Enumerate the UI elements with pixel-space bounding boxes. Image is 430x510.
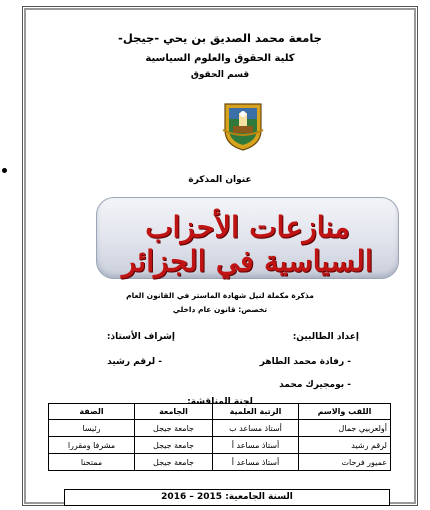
member-rank: أستاذ مساعد أ: [213, 454, 299, 471]
student-name-1: - رفادة محمد الطاهر: [259, 357, 351, 367]
academic-year-bar: [64, 489, 390, 506]
member-university: جامعة جيجل: [135, 437, 213, 454]
table-row: [49, 420, 391, 437]
memo-specialty: تخصص: قانون عام داخلي: [172, 305, 268, 314]
prepared-by-label: إعداد الطالبين:: [292, 332, 359, 342]
committee-label: لجنة المناقشة:: [187, 397, 253, 407]
table-row: [49, 454, 391, 471]
member-rank: أستاذ مساعد ب: [213, 420, 299, 437]
committee-header-row: [49, 404, 391, 420]
member-name: أولعربيي جمال: [299, 420, 391, 437]
member-role: مشرفا ومقررا: [49, 437, 135, 454]
header-cell-name: اللقب والاسم: [299, 404, 391, 420]
member-rank: أستاذ مساعد أ: [213, 437, 299, 454]
committee-table: [48, 403, 391, 471]
member-name: عميور فرحات: [299, 454, 391, 471]
member-university: جامعة جيجل: [135, 454, 213, 471]
member-name: لرقم رشيد: [299, 437, 391, 454]
university-emblem-icon: [221, 100, 265, 152]
header-cell-university: الجامعة: [135, 404, 213, 420]
university-name: جامعة محمد الصديق بن يحي -جيجل-: [118, 31, 322, 45]
memo-title-box: [96, 197, 399, 279]
supervisor-name: - لرقم رشيد: [107, 357, 162, 367]
member-role: ممتحنا: [49, 454, 135, 471]
margin-bullet: [2, 168, 7, 173]
memo-purpose: مذكرة مكملة لنيل شهادة الماستر في القانون العام: [126, 291, 314, 300]
department-name: قسم الحقوق: [190, 70, 250, 80]
academic-year: السنة الجامعية: 2015 – 2016: [161, 492, 293, 502]
faculty-name: كلية الحقوق والعلوم السياسية: [145, 53, 295, 64]
table-row: [49, 437, 391, 454]
supervision-label: إشراف الأستاذ:: [106, 332, 175, 342]
member-university: جامعة جيجل: [135, 420, 213, 437]
memo-title-label: عنوان المذكرة: [188, 175, 252, 185]
member-role: رئيسا: [49, 420, 135, 437]
header-cell-rank: الرتبة العلمية: [213, 404, 299, 420]
header-cell-role: الصفة: [49, 404, 135, 420]
student-name-2: - بومجيرك محمد: [279, 380, 351, 390]
memo-title: منازعات الأحزاب السياسية في الجزائر: [122, 210, 373, 278]
